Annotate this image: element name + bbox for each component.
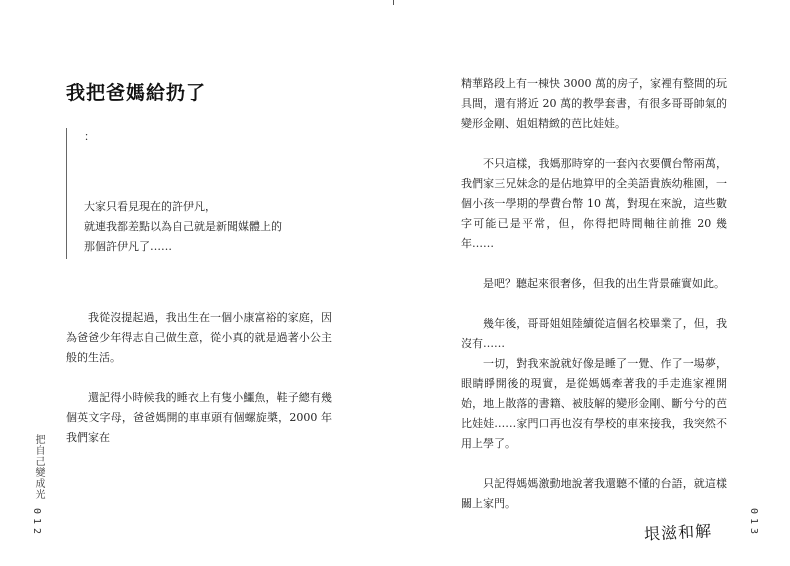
right-body-text [461, 74, 727, 534]
paragraph: 一切，對我來說就好像是睡了一覺、作了一場夢，眼睛睜開後的現實，是從媽媽牽著我的手走進家裡開始，地上散落的書籍、被肢解的變形金剛、斷兮兮的芭比娃娃……家門口再也沒有學校的車來接我，我突然不用上學了。 [461, 357, 727, 450]
chapter-title: 我把爸媽給扔了 [66, 82, 207, 104]
running-title: 把自己變成光 [33, 434, 44, 500]
quote-line: 那個許伊凡了…… [84, 240, 172, 253]
quote-line: 就連我都差點以為自己就是新聞媒體上的 [84, 220, 282, 233]
paragraph: 幾年後，哥哥姐姐陸續從這個名校畢業了，但，我沒有…… [461, 317, 727, 350]
page-number-left: 012 [31, 508, 42, 539]
paragraph: 我從沒提起過，我出生在一個小康富裕的家庭，因為爸爸少年得志自己做生意，從小真的就是過著小公主般的生活。 [66, 311, 332, 364]
paragraph: 只記得媽媽激動地說著我還聽不懂的台語，就這樣關上家門。 [461, 477, 727, 510]
paragraph: 精華路段上有一棟快 3000 萬的房子，家裡有整間的玩具間，還有將近 20 萬的教學套書，有很多哥哥帥氣的變形金剛、姐姐精緻的芭比娃娃。 [461, 77, 727, 130]
epigraph-quote [84, 197, 324, 257]
paragraph: 是吧？聽起來很奢侈，但我的出生背景確實如此。 [483, 277, 725, 290]
quote-rule [66, 128, 67, 259]
page-number-right: 013 [748, 508, 759, 539]
left-body-text [66, 308, 332, 468]
handwritten-signature: 垠滋和解 [643, 521, 713, 544]
gutter-mark [393, 0, 394, 5]
quote-line: 大家只看見現在的許伊凡， [84, 200, 216, 213]
paragraph: 還記得小時候我的睡衣上有隻小鱷魚，鞋子總有幾個英文字母，爸爸媽開的車車頭有個螺旋槳，2000 年我們家在 [66, 391, 332, 444]
paragraph: 不只這樣，我媽那時穿的一套內衣要價台幣兩萬，我們家三兄妹念的是佔地算甲的全美語貴族幼稚園，一個小孩一學期的學費台幣 10 萬，對現在來說，這些數字可能已是平常，但，你得把時間軸往前推 20 幾年…… [461, 157, 727, 250]
quote-colon: ： [84, 130, 95, 143]
